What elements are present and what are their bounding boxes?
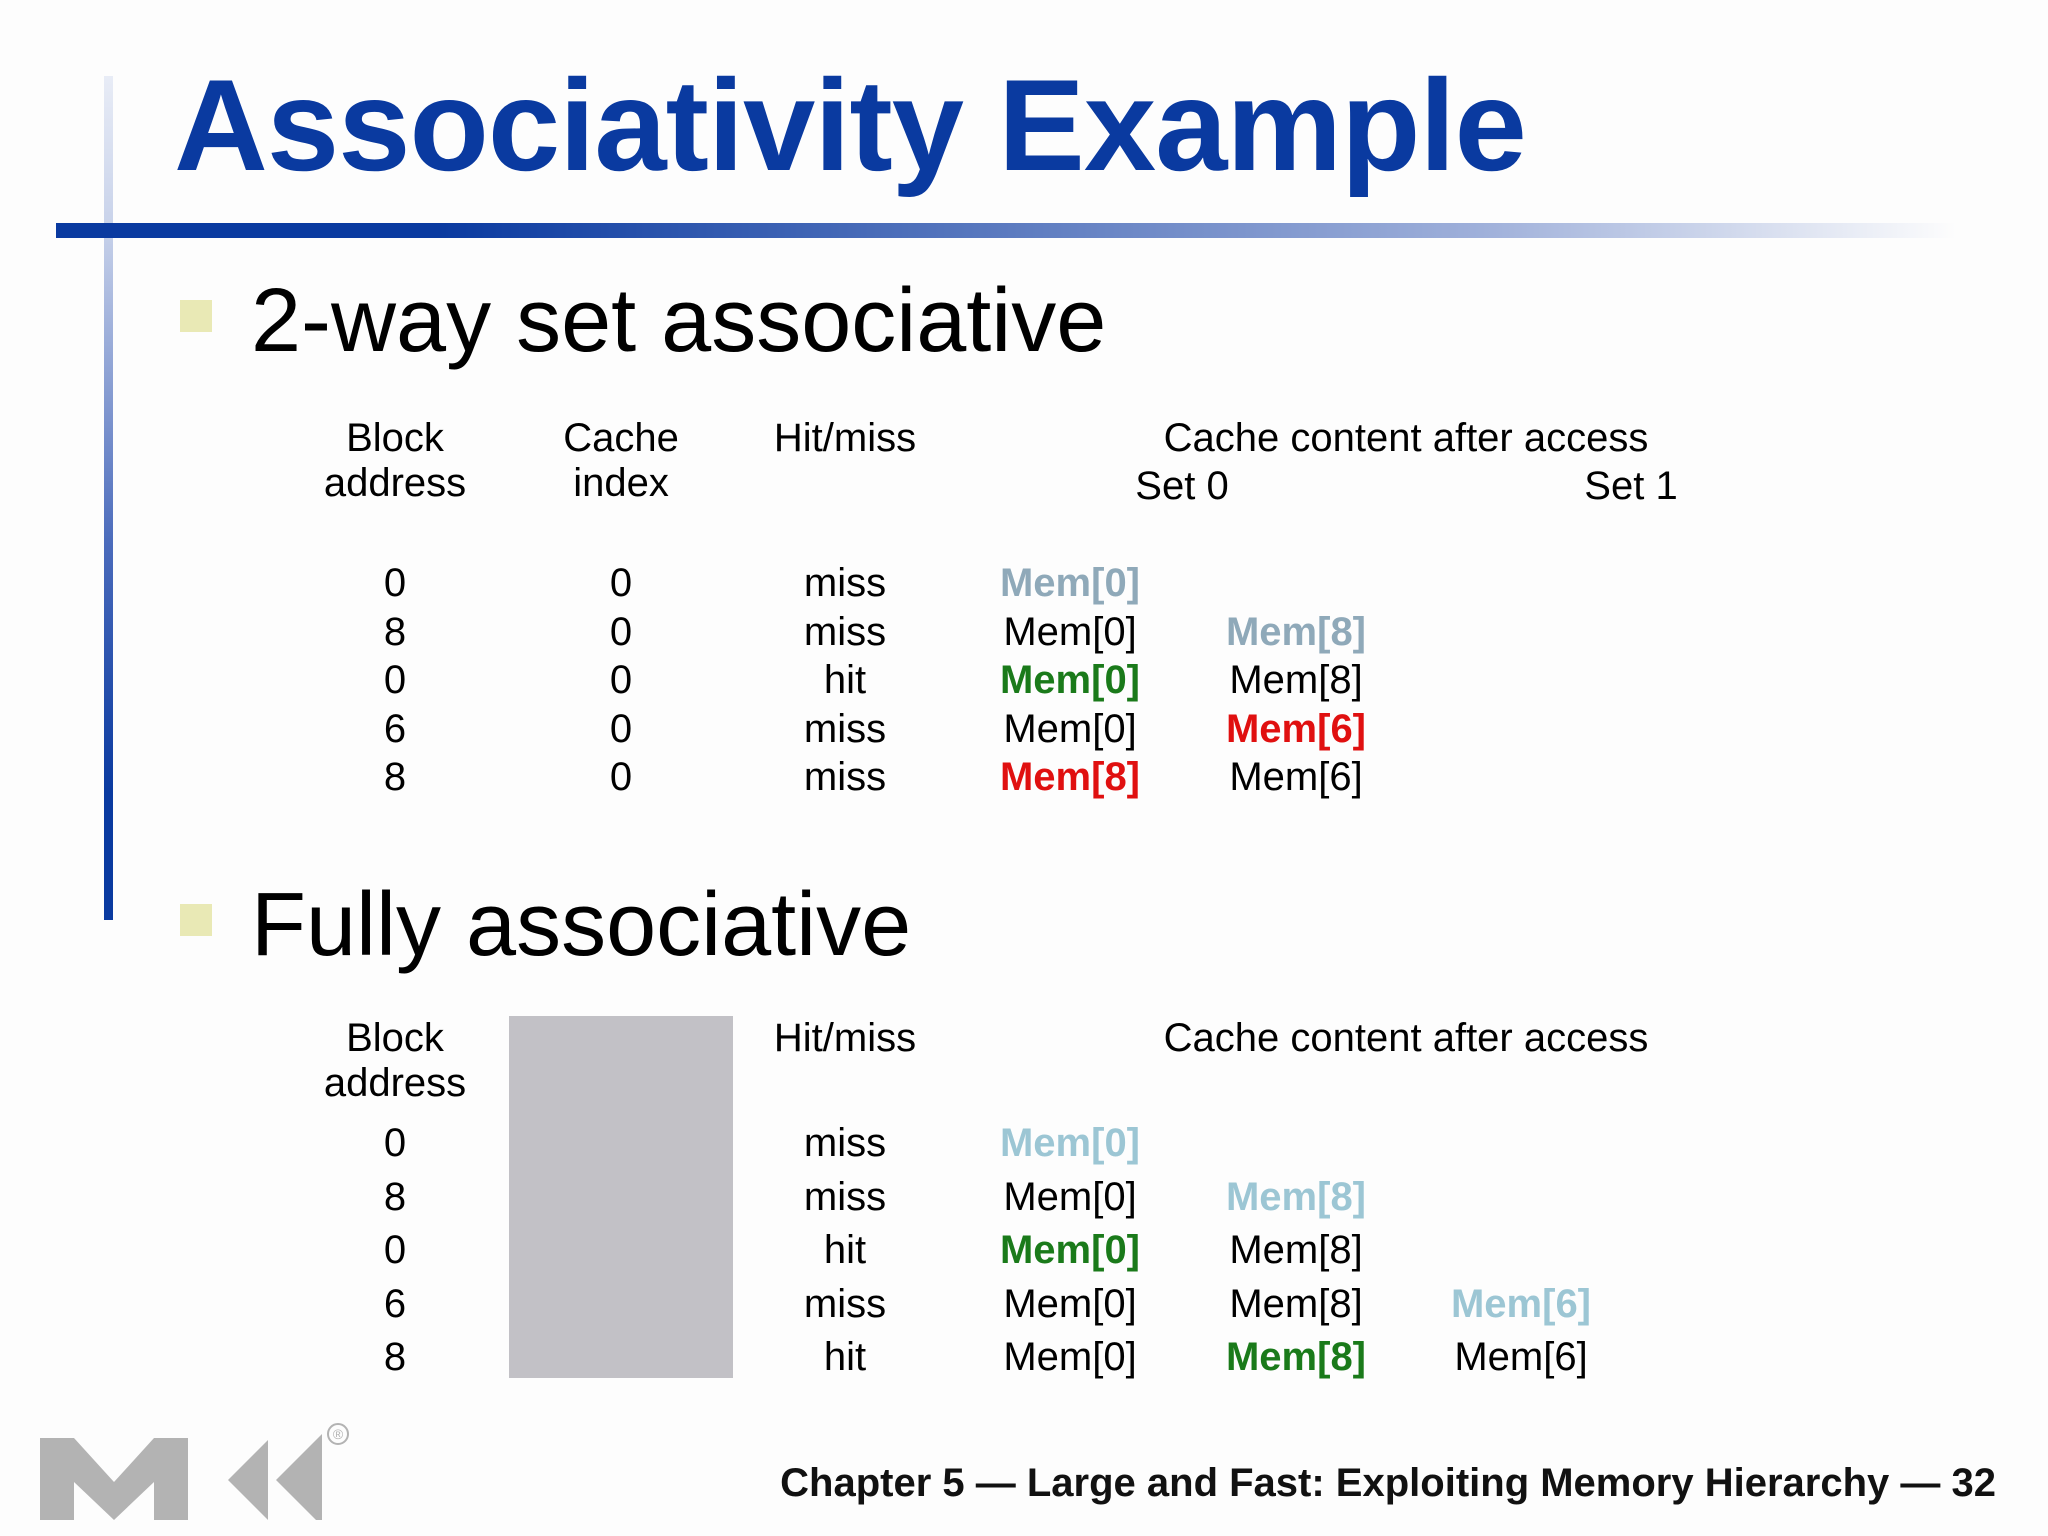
cell-set0-content: Mem[8] (999, 755, 1141, 799)
cell-set1-content: Mem[6] (1225, 706, 1367, 751)
cell-block-address: 8 (383, 1174, 407, 1219)
header-cache-content: Cache content after access (1163, 416, 1649, 460)
cell-cache-content: Mem[0] (999, 1121, 1141, 1165)
cell-cache-index: 0 (609, 561, 633, 605)
left-accent-rule (104, 76, 113, 920)
cell-cache-index: 0 (609, 755, 633, 799)
cell-hit-miss: miss (803, 561, 887, 605)
header-set-1: Set 1 (1584, 464, 1678, 508)
bullet-square-icon (180, 300, 212, 332)
header-block-line2: address (323, 1061, 467, 1105)
cell-cache-index: 0 (609, 706, 633, 751)
cell-set1-content: Mem[8] (1225, 609, 1367, 654)
cell-hit-miss: miss (803, 1174, 887, 1219)
cell-cache-index: 0 (609, 658, 633, 702)
cell-cache-content: Mem[0] (999, 1228, 1141, 1272)
cell-hit-miss: miss (803, 1121, 887, 1165)
slide-title: Associativity Example (174, 52, 1526, 198)
cell-hit-miss: hit (823, 658, 867, 702)
cell-hit-miss: hit (823, 1335, 867, 1379)
cell-cache-content: Mem[8] (1229, 1281, 1363, 1326)
cell-block-address: 0 (383, 561, 407, 605)
logo-registered-mark: ® (332, 1426, 344, 1442)
cell-hit-miss: miss (803, 609, 887, 654)
header-hit-miss-fully: Hit/miss (773, 1016, 917, 1060)
cell-cache-content: Mem[8] (1225, 1335, 1367, 1379)
logo-k-right-icon (276, 1434, 322, 1520)
cell-set0-content: Mem[0] (999, 561, 1141, 605)
cell-cache-content: Mem[8] (1225, 1174, 1367, 1219)
cell-cache-index: 0 (609, 609, 633, 654)
header-block-address-fully (324, 1016, 466, 1106)
logo-k-left-icon (228, 1440, 268, 1520)
cell-block-address: 6 (383, 1281, 407, 1326)
cell-block-address: 0 (383, 658, 407, 702)
header-block-line1: Block (346, 416, 444, 460)
hidden-index-column (509, 1016, 733, 1378)
cell-cache-content: Mem[6] (1450, 1281, 1592, 1326)
cell-hit-miss: hit (823, 1228, 867, 1272)
cell-set1-content: Mem[8] (1229, 658, 1363, 702)
slide-footer: Chapter 5 — Large and Fast: Exploiting Memory Hierarchy — 32 (780, 1461, 1996, 1505)
header-set-0: Set 0 (1135, 464, 1229, 508)
cell-hit-miss: miss (803, 755, 887, 799)
header-hit-miss: Hit/miss (773, 416, 917, 460)
cell-set1-content: Mem[6] (1229, 755, 1363, 799)
section-heading-2way: 2-way set associative (251, 271, 1107, 371)
cell-block-address: 0 (383, 1228, 407, 1272)
cell-block-address: 6 (383, 706, 407, 751)
cell-hit-miss: miss (803, 706, 887, 751)
cell-cache-content: Mem[8] (1229, 1228, 1363, 1272)
header-index-line1: Cache (563, 416, 679, 460)
bullet-square-icon (180, 904, 212, 936)
cell-cache-content: Mem[0] (1003, 1174, 1137, 1219)
header-index-line2: index (573, 461, 669, 505)
cell-block-address: 8 (383, 1335, 407, 1379)
cell-set0-content: Mem[0] (1003, 609, 1137, 654)
cell-cache-content: Mem[6] (1454, 1335, 1588, 1379)
header-block-address (324, 416, 466, 506)
header-cache-content-fully: Cache content after access (1163, 1016, 1649, 1060)
cell-cache-content: Mem[0] (1003, 1335, 1137, 1379)
cell-block-address: 8 (383, 609, 407, 654)
section-heading-fully: Fully associative (251, 875, 912, 975)
cell-set0-content: Mem[0] (999, 658, 1141, 702)
title-underline-rule (56, 223, 1956, 238)
header-block-line2: address (323, 461, 467, 505)
cell-block-address: 8 (383, 755, 407, 799)
cell-set0-content: Mem[0] (1003, 706, 1137, 751)
logo-m-icon (40, 1438, 188, 1520)
cell-hit-miss: miss (803, 1281, 887, 1326)
header-block-line1: Block (346, 1016, 444, 1060)
cell-cache-content: Mem[0] (1003, 1281, 1137, 1326)
header-cache-index (563, 416, 679, 506)
mk-publisher-logo (40, 1420, 360, 1520)
cell-block-address: 0 (383, 1121, 407, 1165)
